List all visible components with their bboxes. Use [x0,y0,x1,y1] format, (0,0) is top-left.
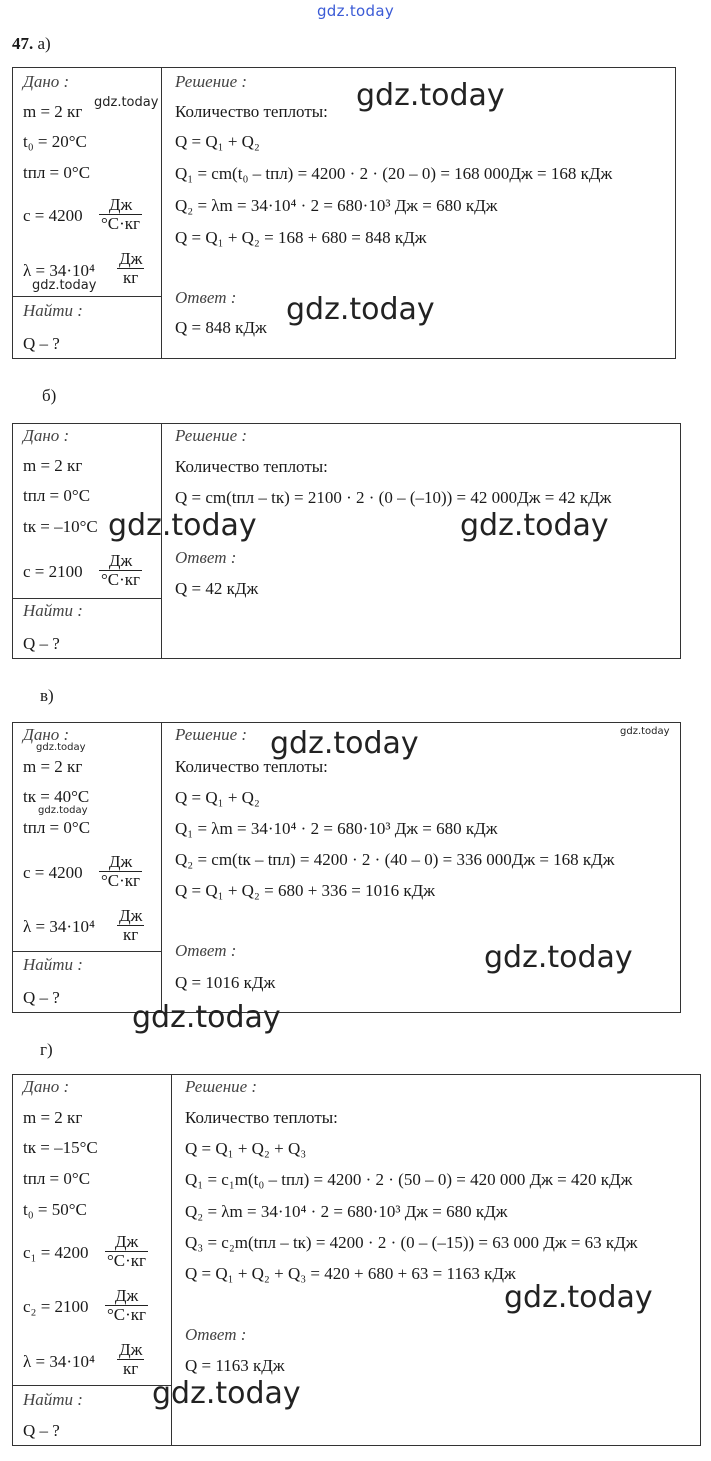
part-d-box [12,1074,701,1446]
solution-step: Q₃ = c₂m(tпл – tк) = 4200 · 2 · (0 – (–15)) = 63 000 Дж = 63 кДж [185,1233,638,1252]
fraction-denominator: °С·кг [101,214,141,233]
given-item: m = 2 кг [23,1108,83,1127]
answer-value: Q = 848 кДж [175,318,267,337]
fraction-denominator: кг [123,268,139,287]
solution-label: Решение : [185,1077,258,1096]
given-item: m = 2 кг [23,102,83,121]
solution-step: Q = Q₁ + Q₂ [175,788,260,807]
given-item: c₂ = 2100 [23,1297,89,1316]
given-item: c = 4200 [23,206,83,225]
given-label: Дано : [23,1077,70,1096]
find-label: Найти : [23,955,83,974]
part-b-letter: б) [42,386,57,405]
find-item: Q – ? [23,334,60,353]
given-item: tпл = 0°C [23,163,91,182]
fraction-numerator: Дж [105,1233,148,1252]
answer-value: Q = 1163 кДж [185,1356,285,1375]
watermark-text: gdz.today [152,1376,301,1411]
answer-label: Ответ : [175,941,237,960]
solution-step: Q = Q₁ + Q₂ + Q₃ [185,1139,307,1158]
fraction-numerator: Дж [99,853,142,872]
watermark-text: gdz.today [108,508,257,543]
watermark-text: gdz.today [38,805,88,816]
solution-step: Q₂ = cm(tк – tпл) = 4200 · 2 · (40 – 0) = 336 000Дж = 168 кДж [175,850,615,869]
given-label: Дано : [23,426,70,445]
answer-label: Ответ : [185,1325,247,1344]
unit-fraction [117,250,144,287]
unit-fraction [105,1287,148,1324]
given-item: tк = –10°C [23,517,98,536]
given-find-divider [13,598,162,599]
solution-heading: Количество теплоты: [175,457,328,476]
fraction-numerator: Дж [119,906,143,925]
answer-label: Ответ : [175,548,237,567]
given-item: m = 2 кг [23,757,83,776]
solution-heading: Количество теплоты: [175,102,328,121]
find-label: Найти : [23,1390,83,1409]
column-divider [161,723,162,1012]
solution-label: Решение : [175,725,248,744]
given-item: tк = 40°C [23,787,90,806]
find-item: Q – ? [23,988,60,1007]
fraction-denominator: °С·кг [101,871,141,890]
given-item: m = 2 кг [23,456,83,475]
solution-step: Q₁ = c₁m(t₀ – tпл) = 4200 · 2 · (50 – 0) = 420 000 Дж = 420 кДж [185,1170,633,1189]
watermark-text: gdz.today [270,726,419,761]
answer-value: Q = 42 кДж [175,579,259,598]
solution-heading: Количество теплоты: [185,1108,338,1127]
watermark-text: gdz.today [286,292,435,327]
problem-number: 47. [12,34,34,53]
given-item: λ = 34·10⁴ [23,261,95,280]
unit-fraction [99,196,142,233]
solution-step: Q = Q₁ + Q₂ = 168 + 680 = 848 кДж [175,228,427,247]
watermark-text: gdz.today [32,278,97,293]
watermark-text: gdz.today [504,1280,653,1315]
solution-step: Q = Q₁ + Q₂ = 680 + 336 = 1016 кДж [175,881,435,900]
given-label: Дано : [23,725,70,744]
given-item: tпл = 0°C [23,1169,91,1188]
given-item: tк = –15°C [23,1138,98,1157]
given-item: t₀ = 50°C [23,1200,87,1219]
given-item: c = 4200 [23,863,83,882]
watermark-text: gdz.today [36,742,86,753]
given-label: Дано : [23,72,70,91]
watermark-text: gdz.today [484,940,633,975]
fraction-numerator: Дж [119,1340,143,1359]
watermark-text: gdz.today [620,726,670,737]
fraction-denominator: °С·кг [101,570,141,589]
fraction-denominator: кг [123,1359,139,1378]
site-header[interactable]: gdz.today [316,2,395,20]
unit-fraction [99,552,142,589]
fraction-numerator: Дж [119,249,143,268]
solution-step: Q₁ = cm(t₀ – tпл) = 4200 · 2 · (20 – 0) = 168 000Дж = 168 кДж [175,164,613,183]
given-find-divider [13,296,162,297]
problem-heading [12,34,51,54]
fraction-numerator: Дж [99,552,142,571]
given-item: λ = 34·10⁴ [23,917,95,936]
find-label: Найти : [23,301,83,320]
find-item: Q – ? [23,634,60,653]
watermark-text: gdz.today [356,78,505,113]
find-item: Q – ? [23,1421,60,1440]
fraction-denominator: кг [123,925,139,944]
watermark-text: gdz.today [94,95,159,110]
solution-step: Q = cm(tпл – tк) = 2100 · 2 · (0 – (–10)) = 42 000Дж = 42 кДж [175,488,612,507]
given-item: t₀ = 20°C [23,132,87,151]
given-find-divider [13,951,162,952]
answer-value: Q = 1016 кДж [175,973,276,992]
given-item: tпл = 0°C [23,486,91,505]
given-item: c = 2100 [23,562,83,581]
solution-step: Q₂ = λm = 34·10⁴ · 2 = 680·10³ Дж = 680 кДж [175,196,498,215]
given-item: tпл = 0°C [23,818,91,837]
part-d-letter: г) [40,1040,53,1059]
find-label: Найти : [23,601,83,620]
solution-label: Решение : [175,426,248,445]
fraction-denominator: °С·кг [107,1251,147,1270]
part-a-letter: а) [37,34,51,53]
unit-fraction [117,907,144,944]
solution-step: Q₁ = λm = 34·10⁴ · 2 = 680·10³ Дж = 680 кДж [175,819,498,838]
part-c-letter: в) [40,686,54,705]
solution-step: Q = Q₁ + Q₂ [175,132,260,151]
column-divider [161,68,162,358]
solution-label: Решение : [175,72,248,91]
unit-fraction [99,853,142,890]
solution-heading: Количество теплоты: [175,757,328,776]
watermark-text: gdz.today [460,508,609,543]
unit-fraction [117,1341,144,1378]
watermark-text: gdz.today [132,1000,281,1035]
fraction-numerator: Дж [99,196,142,215]
fraction-numerator: Дж [105,1287,148,1306]
fraction-denominator: °С·кг [107,1305,147,1324]
unit-fraction [105,1233,148,1270]
solution-step: Q₂ = λm = 34·10⁴ · 2 = 680·10³ Дж = 680 кДж [185,1202,508,1221]
given-item: c₁ = 4200 [23,1243,89,1262]
given-find-divider [13,1385,172,1386]
solution-step: Q = Q₁ + Q₂ + Q₃ = 420 + 680 + 63 = 1163 кДж [185,1264,516,1283]
given-item: λ = 34·10⁴ [23,1352,95,1371]
answer-label: Ответ : [175,288,237,307]
